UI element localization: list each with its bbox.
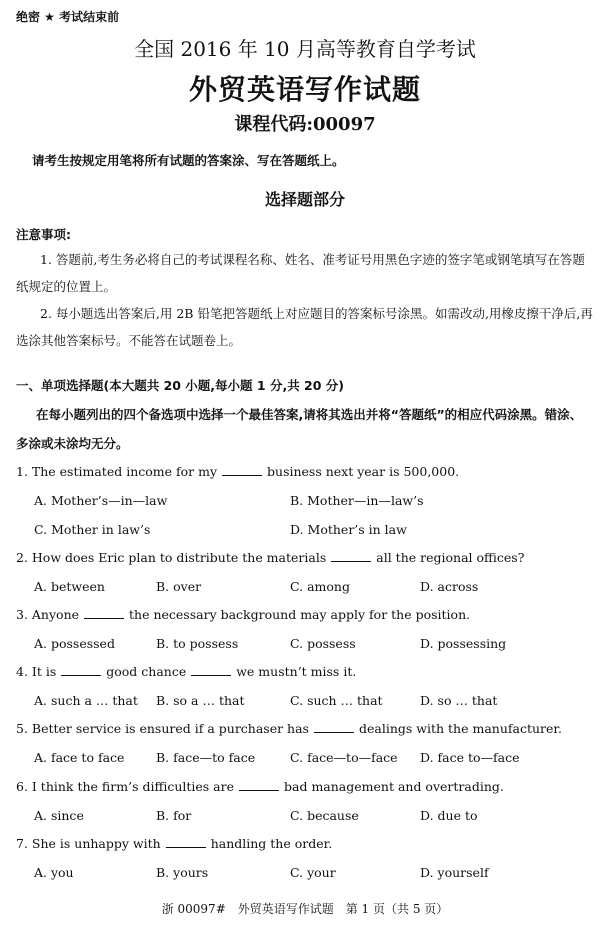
confidential-label: 绝密 ★ 考试结束前	[16, 10, 120, 24]
exam-title: 全国 2016 年 10 月高等教育自学考试	[134, 37, 476, 61]
option-row	[16, 491, 606, 511]
option-row	[16, 691, 606, 711]
question-stem: 5. Better service is ensured if a purchaser has dealings with the manufacturer.	[16, 721, 562, 736]
part-title: 选择题部分	[264, 190, 345, 209]
option-b: B. to possess	[156, 636, 239, 651]
option-a: A. such a … that	[34, 693, 138, 708]
option-d: D. yourself	[420, 865, 489, 880]
notes-title: 注意事项:	[16, 227, 71, 242]
option-c: C. face—to—face	[290, 750, 398, 765]
note-item: 2. 每小题选出答案后,用 2B 铅笔把答题纸上对应题目的答案标号涂黑。如需改动,用橡皮擦干净后,再选涂其他答案标号。不能答在试题卷上。	[16, 306, 593, 348]
option-b: B. Mother—in—law’s	[290, 493, 424, 508]
option-row	[16, 520, 606, 540]
option-row	[16, 806, 606, 826]
option-row	[16, 634, 606, 654]
section-heading: 一、单项选择题(本大题共 20 小题,每小题 1 分,共 20 分)	[16, 378, 345, 393]
option-a: A. since	[34, 808, 84, 823]
answer-blank	[191, 663, 231, 676]
answer-blank	[331, 549, 371, 562]
option-b: B. yours	[156, 865, 209, 880]
page-footer: 浙 00097# 外贸英语写作试题 第 1 页（共 5 页）	[161, 902, 449, 916]
option-row	[16, 748, 606, 768]
question-stem: 6. I think the firm’s difficulties are bad management and overtrading.	[16, 779, 504, 794]
option-c: C. among	[290, 579, 350, 594]
subject-title: 外贸英语写作试题	[188, 73, 421, 106]
answer-blank	[239, 778, 279, 791]
question-stem: 1. The estimated income for my business next year is 500,000.	[16, 464, 460, 479]
option-b: B. for	[156, 808, 192, 823]
option-d: D. due to	[420, 808, 478, 823]
note-item: 1. 答题前,考生务必将自己的考试课程名称、姓名、准考证号用黑色字迹的签字笔或钢笔填写在答题纸规定的位置上。	[16, 252, 585, 294]
option-b: B. face—to face	[156, 750, 256, 765]
question-stem: 7. She is unhappy with handling the order.	[16, 836, 333, 851]
question-5	[16, 719, 606, 768]
option-b: B. so a … that	[156, 693, 245, 708]
option-a: A. possessed	[34, 636, 115, 651]
question-7	[16, 834, 606, 883]
option-d: D. face to—face	[420, 750, 520, 765]
section-description: 在每小题列出的四个备选项中选择一个最佳答案,请将其选出并将“答题纸”的相应代码涂黑。错涂、多涂或未涂均无分。	[16, 407, 583, 451]
question-6	[16, 777, 606, 826]
option-c: C. your	[290, 865, 336, 880]
question-1	[16, 462, 606, 540]
answer-blank	[222, 463, 262, 476]
option-d: D. Mother’s in law	[290, 522, 407, 537]
option-a: A. Mother’s—in—law	[34, 493, 168, 508]
question-stem: 2. How does Eric plan to distribute the materials all the regional offices?	[16, 550, 525, 565]
question-4	[16, 662, 606, 711]
option-c: C. Mother in law’s	[34, 522, 151, 537]
option-c: C. because	[290, 808, 359, 823]
course-code: 课程代码:00097	[234, 114, 376, 135]
option-d: D. across	[420, 579, 479, 594]
option-b: B. over	[156, 579, 202, 594]
question-stem: 4. It is good chance we mustn’t miss it.	[16, 664, 357, 679]
question-stem: 3. Anyone the necessary background may apply for the position.	[16, 607, 471, 622]
option-c: C. such … that	[290, 693, 383, 708]
option-row	[16, 863, 606, 883]
question-3	[16, 605, 606, 654]
option-a: A. face to face	[34, 750, 125, 765]
answer-blank	[166, 835, 206, 848]
option-row	[16, 577, 606, 597]
answer-blank	[314, 720, 354, 733]
answer-blank	[61, 663, 101, 676]
option-a: A. you	[34, 865, 74, 880]
answer-instruction: 请考生按规定用笔将所有试题的答案涂、写在答题纸上。	[32, 153, 345, 168]
option-d: D. so … that	[420, 693, 498, 708]
option-c: C. possess	[290, 636, 356, 651]
option-d: D. possessing	[420, 636, 507, 651]
option-a: A. between	[34, 579, 105, 594]
question-2	[16, 548, 606, 597]
answer-blank	[84, 606, 124, 619]
